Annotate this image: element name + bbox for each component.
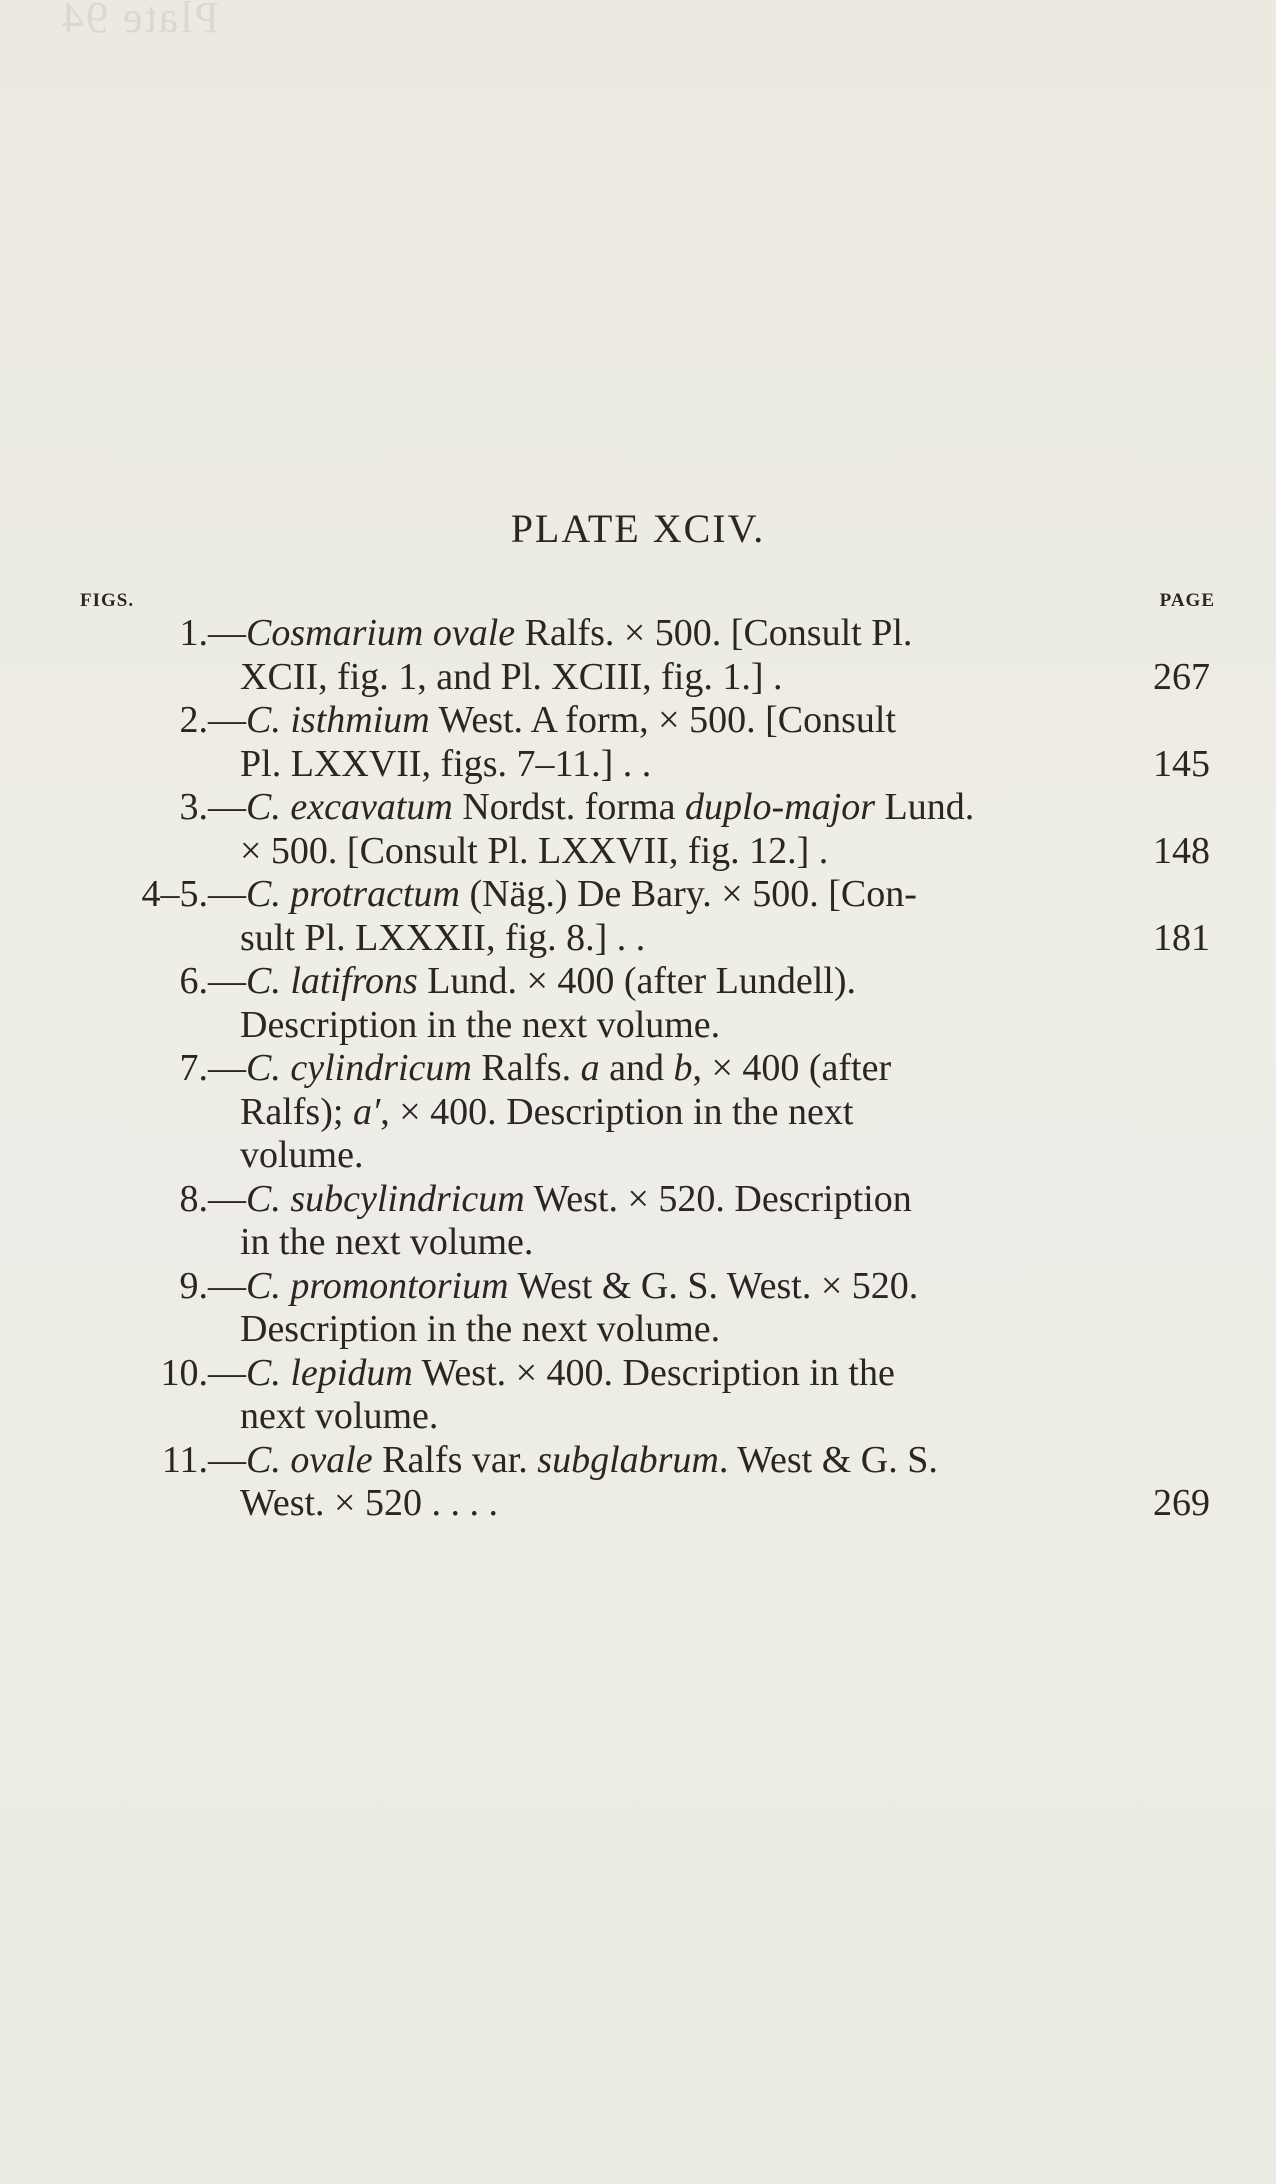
entry-line: volume. [240, 1134, 364, 1176]
figure-number: 8. [179, 1177, 208, 1220]
entry-line: —C. subcylindricum West. × 520. Description [208, 1177, 912, 1220]
entry-line: in the next volume. [240, 1221, 534, 1263]
entry-line: XCII, fig. 1, and Pl. XCIII, fig. 1.] . [240, 655, 783, 698]
page-number: 267 [1153, 655, 1210, 698]
figure-number: 10. [160, 1351, 208, 1394]
bleed-through-text: Plate 94 [60, 0, 219, 42]
entry-line: Description in the next volume. [240, 1003, 721, 1046]
figure-number: 6. [179, 960, 208, 1002]
plate-title: PLATE XCIV. [510, 506, 766, 551]
figure-entry [0, 873, 1276, 960]
entry-line: —C. lepidum West. × 400. Description in the [208, 1351, 895, 1394]
entry-line: Ralfs); a′, × 400. Description in the next [240, 1090, 854, 1133]
figure-list [0, 612, 1276, 1526]
figure-entry [0, 960, 1276, 1047]
page-number: 269 [1153, 1482, 1210, 1524]
entry-line: —C. excavatum Nordst. forma duplo-major Lund. [208, 786, 975, 828]
entry-line: West. × 520 . . . . [240, 1482, 498, 1524]
entry-line: —C. promontorium West & G. S. West. × 520. [208, 1264, 919, 1307]
figure-number: 3. [179, 786, 208, 828]
figure-number: 11. [161, 1438, 208, 1481]
figure-number: 9. [179, 1264, 208, 1307]
entry-line: Pl. LXXVII, figs. 7–11.] . . [240, 742, 652, 785]
figure-entry [0, 1265, 1276, 1352]
entry-line: next volume. [240, 1395, 439, 1437]
page-number: 148 [1153, 829, 1210, 872]
entry-line: —C. cylindricum Ralfs. a and b, × 400 (after [208, 1047, 892, 1089]
page-number: 145 [1153, 742, 1210, 785]
page-column-label: PAGE [1159, 590, 1215, 611]
entry-line: × 500. [Consult Pl. LXXVII, fig. 12.] . [240, 829, 829, 872]
entry-line: sult Pl. LXXXII, fig. 8.] . . [240, 916, 646, 959]
page-number: 181 [1153, 916, 1210, 959]
figure-entry [0, 1047, 1276, 1178]
figure-entry [0, 1439, 1276, 1526]
figure-entry [0, 786, 1276, 873]
figure-entry [0, 699, 1276, 786]
figure-entry [0, 1352, 1276, 1439]
figure-number: 4–5. [141, 873, 208, 915]
figs-column-label: FIGS. [80, 590, 135, 611]
figure-entry [0, 612, 1276, 699]
entry-line: —C. latifrons Lund. × 400 (after Lundell). [208, 960, 856, 1002]
entry-line: —Cosmarium ovale Ralfs. × 500. [Consult Pl. [208, 612, 913, 654]
figure-number: 1. [179, 612, 208, 654]
figure-entry [0, 1178, 1276, 1265]
entry-line: —C. protractum (Näg.) De Bary. × 500. [Con- [208, 873, 917, 915]
entry-line: —C. ovale Ralfs var. subglabrum. West & G. S. [208, 1438, 938, 1481]
figure-number: 7. [179, 1047, 208, 1089]
entry-line: —C. isthmium West. A form, × 500. [Consult [208, 699, 897, 741]
entry-line: Description in the next volume. [240, 1308, 721, 1350]
figure-number: 2. [179, 699, 208, 741]
